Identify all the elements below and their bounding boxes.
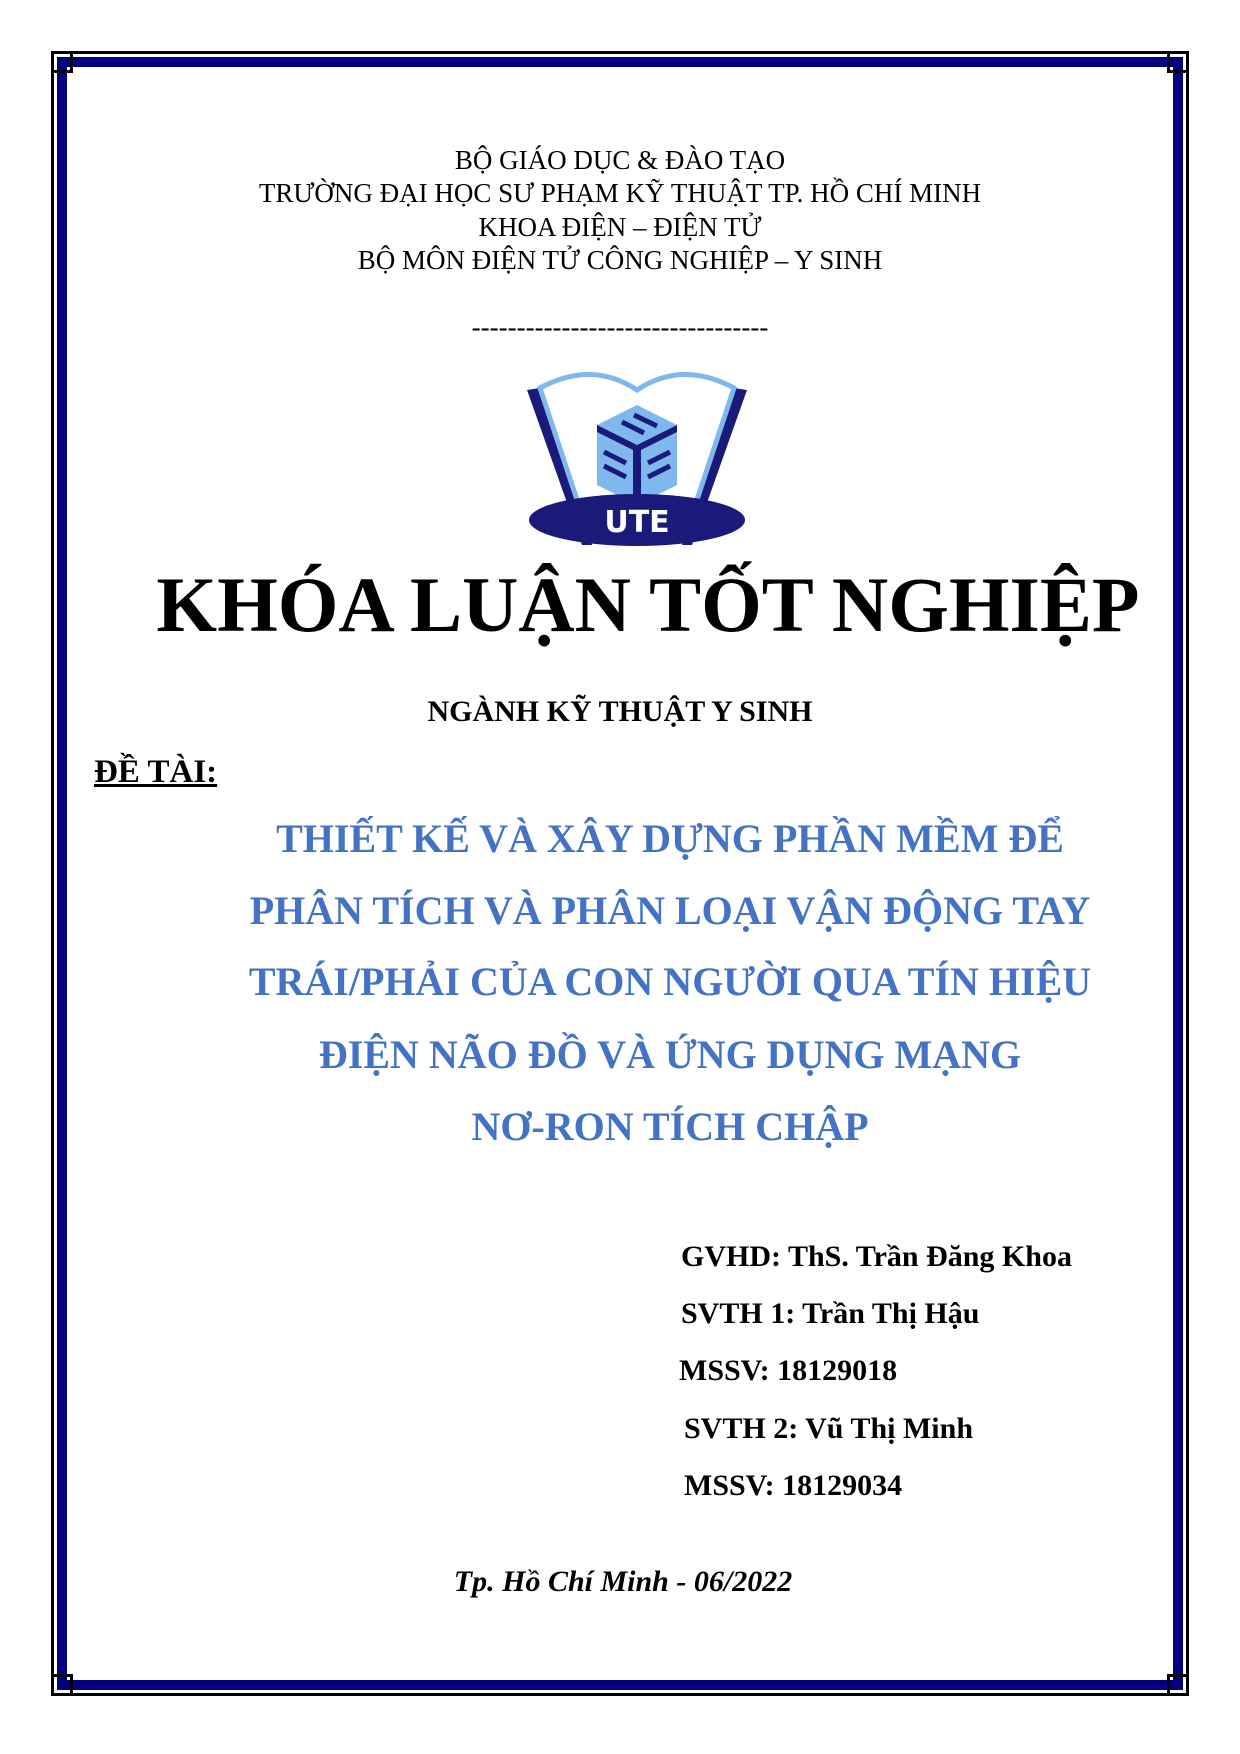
topic-title-line: THIẾT KẾ VÀ XÂY DỰNG PHẦN MỀM ĐỂ bbox=[276, 816, 1064, 861]
ute-logo bbox=[522, 360, 752, 550]
logo-text: UTE bbox=[604, 505, 670, 540]
corner-ornament bbox=[1167, 51, 1189, 73]
ministry-name: BỘ GIÁO DỤC & ĐÀO TẠO bbox=[454, 145, 786, 175]
faculty-name: KHOA ĐIỆN – ĐIỆN TỬ bbox=[478, 212, 762, 242]
topic-title-line: NƠ-RON TÍCH CHẬP bbox=[471, 1104, 869, 1149]
student-2: SVTH 2: Vũ Thị Minh bbox=[684, 1412, 973, 1445]
topic-label: ĐỀ TÀI: bbox=[94, 754, 218, 790]
topic-title-line: PHÂN TÍCH VÀ PHÂN LOẠI VẬN ĐỘNG TAY bbox=[249, 888, 1091, 933]
department-name: BỘ MÔN ĐIỆN TỬ CÔNG NGHIỆP – Y SINH bbox=[357, 245, 883, 275]
corner-ornament bbox=[1167, 1674, 1189, 1696]
topic-title-line: TRÁI/PHẢI CỦA CON NGƯỜI QUA TÍN HIỆU bbox=[248, 959, 1092, 1004]
topic-title-line: ĐIỆN NÃO ĐỒ VÀ ỨNG DỤNG MẠNG bbox=[318, 1032, 1022, 1077]
document-type-heading: KHÓA LUẬN TỐT NGHIỆP bbox=[156, 561, 1140, 648]
student-1: SVTH 1: Trần Thị Hậu bbox=[681, 1297, 980, 1330]
advisor: GVHD: ThS. Trần Đăng Khoa bbox=[681, 1240, 1072, 1273]
corner-ornament bbox=[51, 51, 73, 73]
major-name: NGÀNH KỸ THUẬT Y SINH bbox=[427, 695, 813, 728]
university-name: TRƯỜNG ĐẠI HỌC SƯ PHẠM KỸ THUẬT TP. HỒ CHÍ MINH bbox=[258, 178, 982, 208]
border-blue-line bbox=[57, 57, 1183, 1690]
place-date: Tp. Hồ Chí Minh - 06/2022 bbox=[453, 1565, 793, 1598]
corner-ornament bbox=[51, 1674, 73, 1696]
student-2-id: MSSV: 18129034 bbox=[684, 1469, 903, 1502]
separator: --------------------------------- bbox=[471, 312, 769, 342]
student-1-id: MSSV: 18129018 bbox=[679, 1354, 898, 1387]
